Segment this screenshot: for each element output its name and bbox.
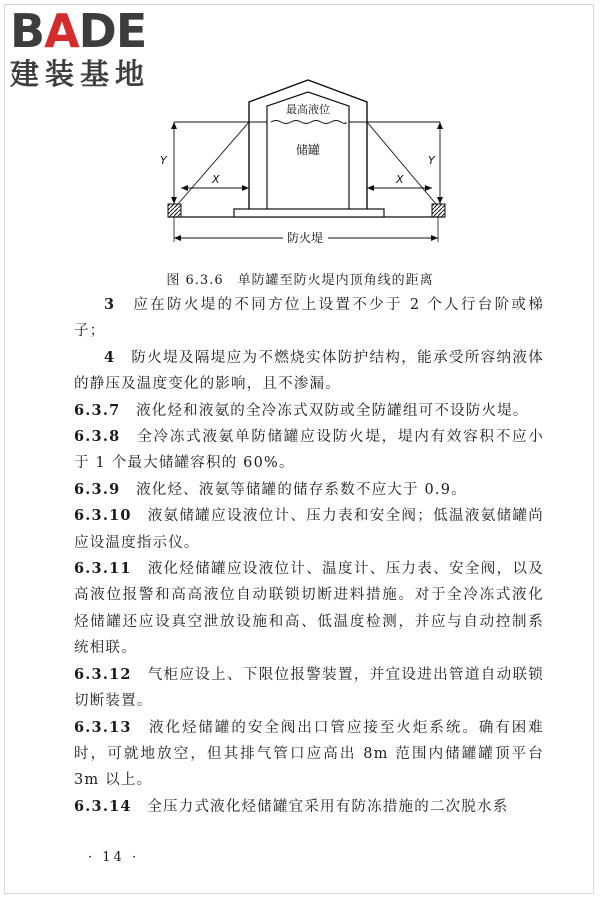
- clause: 6.3.12 气柜应设上、下限位报警装置，并宜设进出管道自动联锁切断装置。: [74, 665, 545, 710]
- dike-left: [168, 204, 181, 217]
- logo-wordmark: BADE: [10, 4, 147, 58]
- label-dike: 防火堤: [286, 231, 324, 245]
- list-item: 4 防火堤及隔堤应为不燃烧实体防护结构，能承受所容纳液体的静压及温度变化的影响，且不渗漏。: [74, 348, 544, 393]
- clause: 6.3.9 液化烃、液氨等储罐的储存系数不应大于 0.9。: [74, 480, 467, 498]
- slope-line-right: [367, 122, 436, 204]
- label-y-right: Y: [428, 154, 435, 167]
- page-number: · 14 ·: [88, 850, 140, 865]
- slope-line-left: [178, 122, 249, 204]
- tank-dike-diagram: [150, 72, 460, 252]
- label-y-left: Y: [160, 154, 167, 167]
- label-x-left: X: [212, 173, 220, 186]
- clause: 6.3.11 液化烃储罐应设液位计、温度计、压力表、安全阀，以及高液位报警和高高液位自动联锁切断进料措施。对于全冷冻式液化烃储罐还应设真空泄放设施和高、低温度检测，并应与自动控制系统相联。: [74, 560, 545, 657]
- logo-subtitle: 建装基地: [10, 57, 151, 91]
- label-tank: 储罐: [295, 143, 321, 157]
- list-item: 3 应在防火堤的不同方位上设置不少于 2 个人行台阶或梯子；: [74, 296, 544, 340]
- clause: 6.3.14 全压力式液化烃储罐宜采用有防冻措施的二次脱水系: [74, 797, 509, 815]
- label-x-right: X: [396, 173, 404, 186]
- clause: 6.3.8 全冷冻式液氨单防储罐应设防火堤，堤内有效容积不应小于 1 个最大储罐容积的 60%。: [74, 428, 544, 472]
- dike-right: [432, 204, 445, 217]
- clause: 6.3.13 液化烃储罐的安全阀出口管应接至火炬系统。确有困难时，可就地放空，但其排气管口应高出 8m 范围内储罐罐顶平台 3m 以上。: [74, 718, 544, 789]
- tank-foundation: [234, 209, 384, 217]
- clause: 6.3.7 液化烃和液氨的全冷冻式双防或全防罐组可不设防火堤。: [74, 401, 529, 419]
- max-liquid-level-line: [271, 121, 346, 124]
- figure-caption: 图 6.3.6 单防罐至防火堤内顶角线的距离: [166, 273, 434, 288]
- body-text: [74, 292, 544, 820]
- clause: 6.3.10 液氨储罐应设液位计、压力表和安全阀；低温液氨储罐尚应设温度指示仪。: [74, 507, 545, 551]
- label-max-level: 最高液位: [286, 103, 330, 116]
